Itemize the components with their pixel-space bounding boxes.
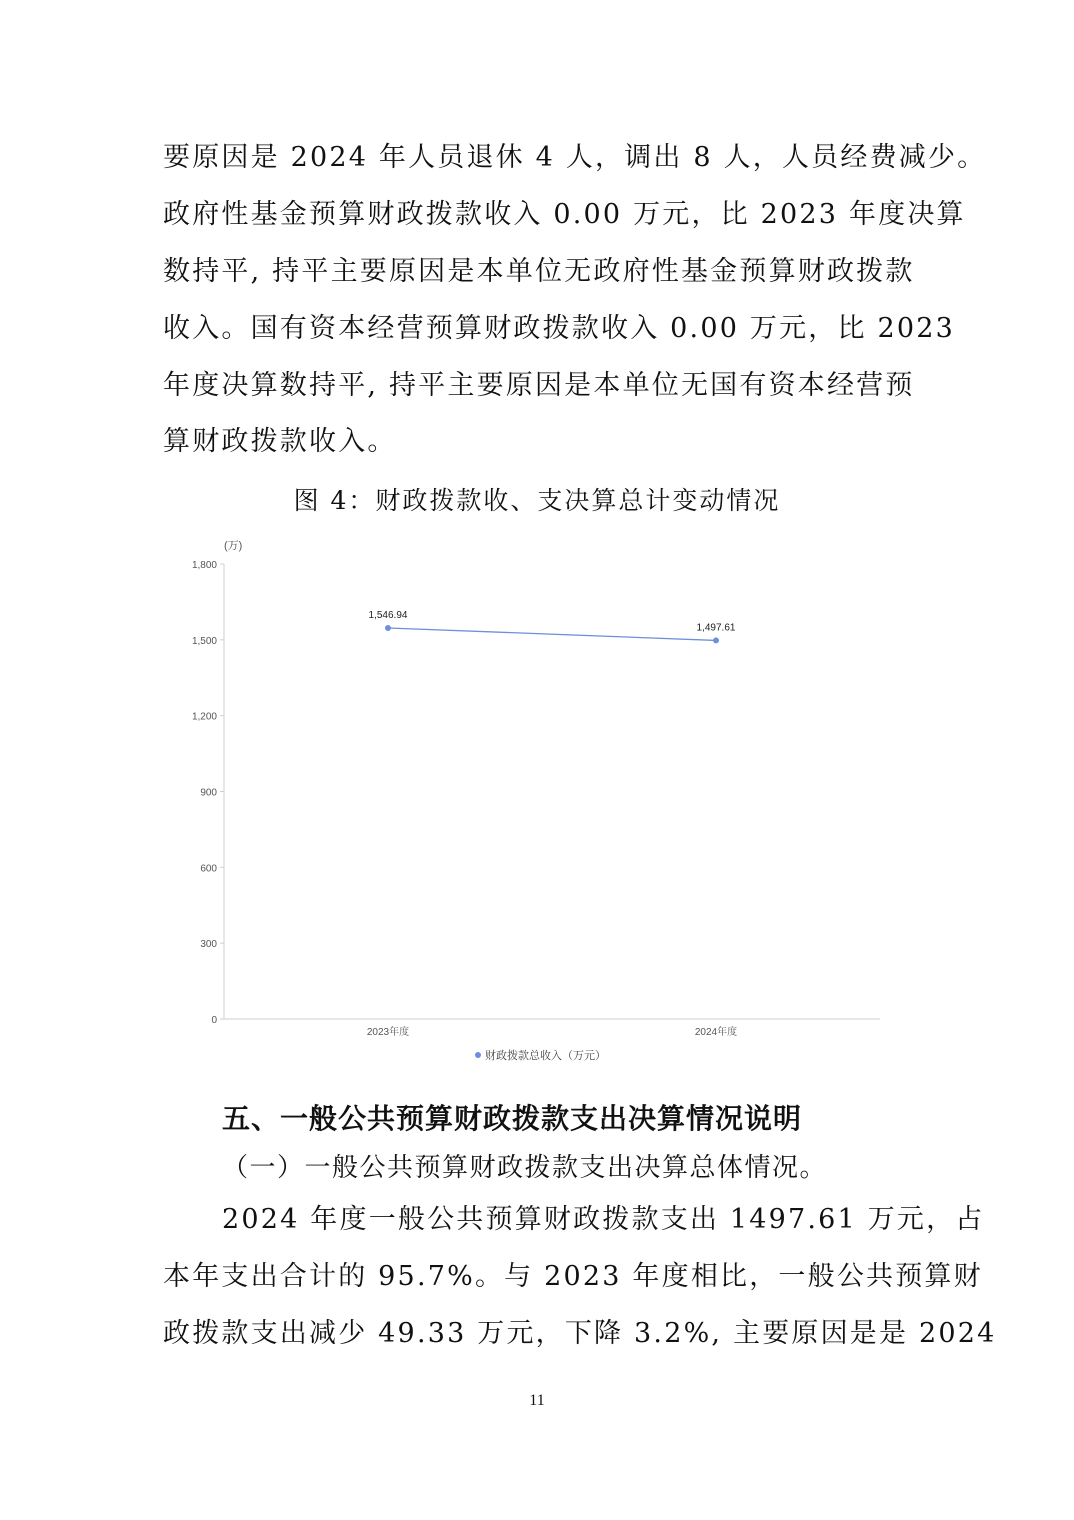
- paragraph-1-line: 要原因是 2024 年人员退休 4 人，调出 8 人，人员经费减少。: [163, 142, 987, 173]
- y-tick-label: 900: [200, 787, 217, 799]
- paragraph-2-line: 2024 年度一般公共预算财政拨款支出 1497.61 万元，占: [222, 1204, 985, 1235]
- paragraph-1-line: 数持平, 持平主要原因是本单位无政府性基金预算财政拨款: [163, 256, 915, 287]
- legend-label: 财政拨款总收入（万元）: [485, 1050, 606, 1062]
- paragraph-1-line: 收入。国有资本经营预算财政拨款收入 0.00 万元，比 2023: [163, 313, 955, 344]
- data-label: 1,497.61: [696, 622, 736, 634]
- data-point: [713, 637, 719, 643]
- figure-caption: 图 4：财政拨款收、支决算总计变动情况: [293, 486, 781, 515]
- page-number: 11: [529, 1392, 545, 1409]
- y-tick-label: 1,500: [191, 635, 217, 647]
- y-unit-label: (万): [224, 540, 243, 552]
- paragraph-1-line: 年度决算数持平, 持平主要原因是本单位无国有资本经营预: [163, 370, 915, 401]
- y-tick-label: 300: [200, 939, 217, 951]
- section-heading: 五、一般公共预算财政拨款支出决算情况说明: [222, 1102, 803, 1135]
- data-point: [385, 625, 391, 631]
- paragraph-2-line: 本年支出合计的 95.7%。与 2023 年度相比，一般公共预算财: [163, 1261, 983, 1292]
- x-axis: [367, 1025, 737, 1038]
- y-tick-label: 1,800: [191, 560, 217, 571]
- subsection-heading: （一）一般公共预算财政拨款支出决算总体情况。: [222, 1153, 828, 1183]
- y-tick-label: 0: [211, 1015, 217, 1026]
- series: [369, 610, 736, 643]
- legend: [475, 1048, 606, 1062]
- x-tick-label: 2023年度: [366, 1027, 410, 1038]
- line-chart: [180, 530, 890, 1070]
- data-label: 1,546.94: [368, 609, 408, 621]
- x-tick-label: 2024年度: [694, 1027, 738, 1038]
- y-tick-label: 1,200: [191, 711, 217, 723]
- y-axis: [192, 560, 224, 1026]
- paragraph-1-line: 算财政拨款收入。: [163, 426, 397, 457]
- paragraph-1-line: 政府性基金预算财政拨款收入 0.00 万元，比 2023 年度决算: [163, 199, 966, 230]
- paragraph-2-line: 政拨款支出减少 49.33 万元，下降 3.2%, 主要原因是是 2024: [163, 1318, 997, 1349]
- y-tick-label: 600: [200, 863, 217, 875]
- series-line: [388, 628, 716, 640]
- legend-marker: [475, 1052, 481, 1058]
